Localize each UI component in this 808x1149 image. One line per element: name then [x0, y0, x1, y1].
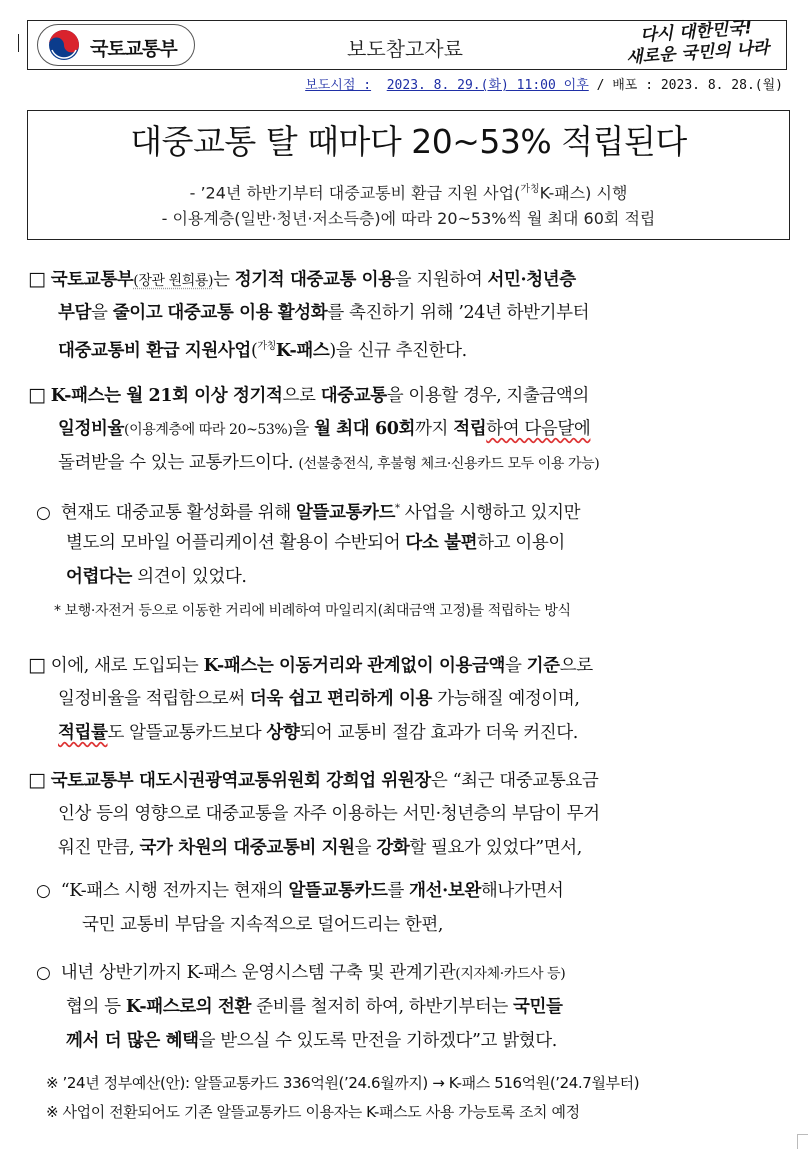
text-bold: 국토교통부 대도시권광역교통위원회 강희업 위원장 [50, 771, 431, 791]
text-bold: 대중교통 [320, 386, 387, 406]
text-bold: 적립률 [58, 723, 108, 743]
paragraph-line [28, 763, 600, 797]
text-small: (지자체·카드사 등) [455, 966, 566, 982]
text-bold: 대중교통비 환급 지원사업 [58, 340, 251, 361]
paragraph-line [28, 378, 599, 412]
text: 을 [91, 303, 113, 323]
text: 일정비율을 적립함으로써 [58, 689, 250, 709]
text: 돌려받을 수 있는 교통카드이다. [58, 453, 299, 473]
paragraph-line [36, 1024, 565, 1058]
text-bold: 적립 [453, 419, 487, 439]
text-bold: 서민·청년층 [487, 270, 576, 290]
text-bold: 국가 차원의 대중교통비 지원 [139, 838, 355, 858]
paragraph-line [28, 446, 599, 480]
paragraph-line [36, 526, 580, 560]
subtitle-2: - 이용계층(일반·청년·저소득층)에 따라 20~53%씩 월 최대 60회 적립 [161, 209, 656, 228]
text: 도 알뜰교통카드보다 [107, 723, 267, 743]
text: 까지 [415, 419, 454, 439]
paragraph-line [28, 648, 593, 682]
document-type: 보도참고자료 [347, 37, 463, 61]
paragraph-line [28, 831, 600, 865]
ministry-name: 국토교통부 [90, 38, 177, 60]
square-bullet-icon: □ [28, 268, 46, 290]
text: 인상 등의 영향으로 대중교통을 자주 이용하는 서민·청년층의 부담이 무거 [58, 804, 600, 824]
square-bullet-icon: □ [28, 769, 46, 791]
text-bold: 더욱 쉽고 편리하게 이용 [249, 689, 433, 709]
text: 하여 다음달에 [486, 419, 591, 439]
text-small: (이용계층에 따라 20~53%) [124, 422, 293, 438]
text: 의견이 있었다. [132, 567, 247, 587]
paragraph-line [28, 716, 593, 750]
paragraph-line [36, 990, 565, 1024]
text-sup: 가칭 [257, 341, 276, 352]
subtitle-1-sup: 가칭 [520, 184, 540, 195]
release-datetime: 2023. 8. 29.(화) 11:00 이후 [386, 78, 589, 93]
paragraph-line [36, 560, 580, 594]
text: 되어 교통비 절감 효과가 더욱 커진다. [299, 723, 578, 743]
text-bold: 강화 [376, 838, 410, 858]
distribution-date: 2023. 8. 28.(월) [660, 78, 783, 93]
text-bold: 께서 더 많은 혜택 [66, 1031, 199, 1051]
text-bold: 줄이고 [112, 303, 163, 323]
slogan-line-1: 다시 대한민국! [639, 18, 753, 46]
text-bold: 알뜰교통카드 [295, 502, 396, 523]
text-bold: 일정비율 [58, 419, 125, 439]
text-small: (선불충전식, 후불형 체크·신용카드 모두 이용 가능) [298, 456, 600, 472]
text-bold: 알뜰교통카드 [288, 881, 388, 901]
distribution-label: 배포 : [612, 78, 654, 93]
text: 하고 이용이 [477, 533, 565, 553]
paragraph-line [36, 874, 563, 908]
paragraph-line [28, 262, 589, 296]
text: 이에, 새로 도입되는 [50, 656, 204, 676]
paragraph-line [36, 908, 563, 942]
circle-bullet-icon: ○ [36, 963, 51, 983]
circle-bullet-icon: ○ [36, 881, 51, 901]
text: 으로 [559, 656, 593, 676]
text: “K-패스 시행 전까지는 현재의 [60, 881, 289, 901]
text: 워진 만큼, [58, 838, 140, 858]
text-bold: 국민들 [513, 997, 563, 1017]
text: 을 [292, 419, 315, 439]
footnote-mark: * [395, 503, 400, 514]
text-bold: 다소 불편 [405, 533, 478, 553]
text: 을 이용할 경우, 지출금액의 [386, 386, 589, 406]
text: 가능해질 예정이며, [432, 689, 580, 709]
text: )을 신규 추진한다. [329, 340, 467, 361]
note-budget: ※ ’24년 정부예산(안): 알뜰교통카드 336억원(’24.6월까지) → K-패스 516억원(’24.7월부터) [46, 1074, 640, 1092]
release-info [305, 74, 783, 93]
korea-government-emblem-icon [47, 28, 81, 62]
text-small: (장관 원희룡) [133, 273, 214, 289]
text-bold: 기준 [526, 656, 560, 676]
margin-mark [18, 34, 19, 52]
text-bold: K-패스는 월 21회 이상 정기적 [50, 386, 283, 406]
text: 할 필요가 있었다”면서, [409, 838, 582, 858]
text: 를 촉진하기 위해 ’24년 하반기부터 [327, 303, 590, 323]
page-corner [797, 1134, 808, 1149]
text: 을 [505, 656, 527, 676]
text: 을 [354, 838, 377, 858]
release-separator: / [596, 78, 605, 93]
paragraph-3 [36, 492, 580, 594]
text-bold: 대중교통 이용 활성화 [167, 303, 328, 323]
subtitle-1-text: - ’24년 하반기부터 대중교통비 환급 지원 사업( [189, 183, 521, 203]
square-bullet-icon: □ [28, 384, 46, 406]
footnote-1: * 보행·자전거 등으로 이동한 거리에 비례하여 마일리지(최대금액 고정)를 적립하는 방식 [54, 603, 571, 619]
paragraph-line [28, 296, 589, 330]
text: 는 [213, 270, 235, 290]
note-transition: ※ 사업이 전환되어도 기존 알뜰교통카드 이용자는 K-패스도 사용 가능토록 조치 예정 [46, 1103, 580, 1121]
slogan-line-2: 새로운 국민의 나라 [625, 38, 770, 68]
text: 협의 등 [66, 997, 126, 1017]
text-bold: K-패스는 이동거리와 관계없이 이용금액 [203, 656, 505, 676]
square-bullet-icon: □ [28, 654, 46, 676]
text-bold: K-패스로의 전환 [125, 997, 251, 1017]
main-title: 대중교통 탈 때마다 20~53% 적립된다 [130, 122, 687, 161]
text: ( [250, 340, 258, 361]
paragraph-line [28, 330, 589, 364]
paragraph-line [36, 956, 565, 990]
text-bold: 상향 [266, 723, 300, 743]
paragraph-6 [36, 874, 563, 942]
subtitle-1 [27, 180, 790, 203]
paragraph-5 [28, 763, 600, 865]
text: 으로 [282, 386, 321, 406]
text: 을 지원하여 [394, 270, 488, 290]
text: 해나가면서 [480, 881, 564, 901]
text-bold: K-패스 [275, 340, 330, 361]
text: 사업을 시행하고 있지만 [399, 502, 581, 523]
paragraph-line [28, 412, 599, 446]
text: 현재도 대중교통 활성화를 위해 [60, 502, 296, 523]
circle-bullet-icon: ○ [36, 502, 51, 523]
text-bold: 부담 [58, 303, 92, 323]
text: 를 [387, 881, 410, 901]
text-bold: 어렵다는 [66, 567, 133, 587]
paragraph-7 [36, 956, 565, 1058]
text: 준비를 철저히 하여, 하반기부터는 [250, 997, 514, 1017]
text-bold: 정기적 대중교통 이용 [234, 270, 395, 290]
subtitle-1-tail: K-패스) 시행 [539, 183, 628, 203]
release-label: 보도시점 : [305, 78, 372, 93]
paragraph-1 [28, 262, 589, 364]
text: 을 받으실 수 있도록 만전을 기하겠다”고 밝혔다. [198, 1031, 557, 1051]
text: 국민 교통비 부담을 지속적으로 덜어드리는 한편, [82, 915, 444, 935]
paragraph-line [36, 492, 580, 526]
text-bold: 개선·보완 [409, 881, 481, 901]
text-bold: 월 최대 60회 [314, 419, 416, 439]
text-bold: 국토교통부 [50, 270, 134, 290]
text: 별도의 모바일 어플리케이션 활용이 수반되어 [66, 533, 406, 553]
paragraph-2 [28, 378, 599, 480]
text: 내년 상반기까지 K-패스 운영시스템 구축 및 관계기관 [60, 963, 456, 983]
paragraph-4 [28, 648, 593, 750]
paragraph-line [28, 797, 600, 831]
paragraph-line [28, 682, 593, 716]
text: 은 “최근 대중교통요금 [430, 771, 599, 791]
